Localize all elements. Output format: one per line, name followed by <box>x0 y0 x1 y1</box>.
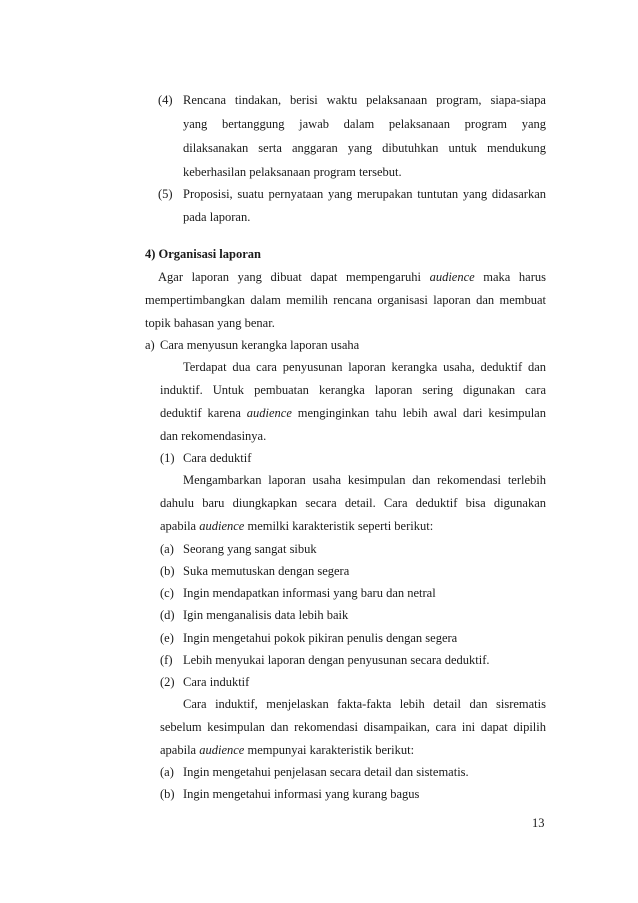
list-number: (d) <box>160 608 175 622</box>
paragraph-line: dahulu baru diungkapkan secara detail. Cara deduktif bisa digunakan <box>160 496 546 510</box>
sub-title: Cara menyusun kerangka laporan usaha <box>160 338 360 352</box>
paragraph-line: Cara induktif, menjelaskan fakta-fakta lebih detail dan sisrematis <box>183 697 546 711</box>
paragraph-line: Terdapat dua cara penyusunan laporan kerangka usaha, deduktif dan <box>183 360 546 374</box>
paragraph-line: mempertimbangkan dalam memilih rencana organisasi laporan dan membuat <box>145 293 546 307</box>
sub-title: Cara induktif <box>183 675 250 689</box>
list-number: (b) <box>160 564 175 578</box>
list-number: (a) <box>160 765 174 779</box>
list-item: Ingin mengetahui informasi yang kurang bagus <box>183 787 420 801</box>
list-number: (4) <box>158 93 173 107</box>
list-number: (1) <box>160 451 175 465</box>
list-item-line: Rencana tindakan, berisi waktu pelaksanaan program, siapa-siapa <box>183 93 546 107</box>
list-item: Ingin mengetahui penjelasan secara detail dan sistematis. <box>183 765 469 779</box>
paragraph-line: sebelum kesimpulan dan rekomendasi disampaikan, cara ini dapat dipilih <box>160 720 546 734</box>
paragraph-line: deduktif karena audience menginginkan tahu lebih awal dari kesimpulan <box>160 406 546 420</box>
list-item: Lebih menyukai laporan dengan penyusunan secara deduktif. <box>183 653 490 667</box>
paragraph-line: apabila audience mempunyai karakteristik berikut: <box>160 743 415 757</box>
paragraph-line: induktif. Untuk pembuatan kerangka laporan sering digunakan cara <box>160 383 546 397</box>
paragraph-line: topik bahasan yang benar. <box>145 316 275 330</box>
list-item-line: Proposisi, suatu pernyataan yang merupakan tuntutan yang didasarkan <box>183 187 546 201</box>
list-number: (a) <box>160 542 174 556</box>
paragraph-line: dan rekomendasinya. <box>160 429 267 443</box>
section-heading: 4) Organisasi laporan <box>145 247 261 261</box>
sub-title: Cara deduktif <box>183 451 252 465</box>
list-item-line: yang bertanggung jawab dalam pelaksanaan program yang <box>183 117 546 131</box>
paragraph-line: Agar laporan yang dibuat dapat mempengaruhi audience maka harus <box>158 270 546 284</box>
list-item: Ingin mengetahui pokok pikiran penulis dengan segera <box>183 631 458 645</box>
sub-label: a) <box>145 338 155 352</box>
list-item: Ingin mendapatkan informasi yang baru dan netral <box>183 586 436 600</box>
list-item-line: dilaksanakan serta anggaran yang dibutuhkan untuk mendukung <box>183 141 546 155</box>
list-number: (f) <box>160 653 173 667</box>
list-item: Seorang yang sangat sibuk <box>183 542 317 556</box>
list-item-line: pada laporan. <box>183 210 251 224</box>
list-number: (5) <box>158 187 173 201</box>
list-number: (e) <box>160 631 174 645</box>
paragraph-line: Mengambarkan laporan usaha kesimpulan dan rekomendasi terlebih <box>183 473 546 487</box>
list-item: Igin menganalisis data lebih baik <box>183 608 349 622</box>
list-number: (b) <box>160 787 175 801</box>
list-number: (c) <box>160 586 174 600</box>
list-item: Suka memutuskan dengan segera <box>183 564 350 578</box>
paragraph-line: apabila audience memilki karakteristik seperti berikut: <box>160 519 434 533</box>
page-number: 13 <box>532 816 545 830</box>
list-number: (2) <box>160 675 175 689</box>
list-item-line: keberhasilan pelaksanaan program tersebut. <box>183 165 402 179</box>
